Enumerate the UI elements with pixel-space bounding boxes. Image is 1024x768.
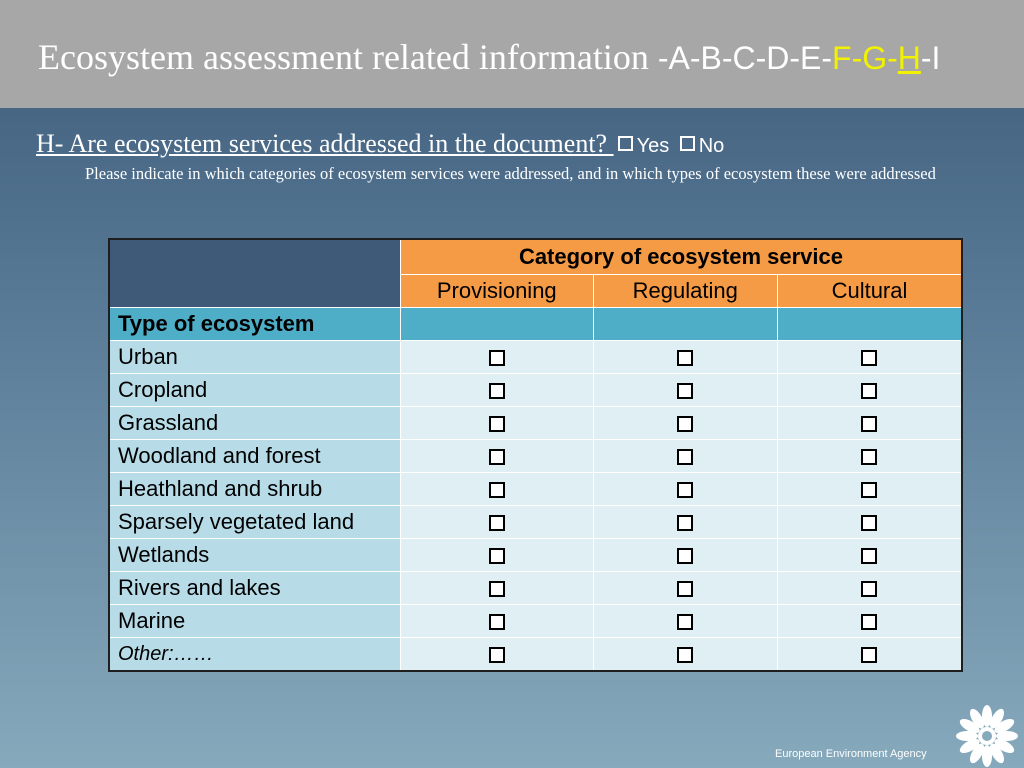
row-label-sparsely-vegetated: Sparsely vegetated land: [109, 506, 400, 539]
checkbox-icon[interactable]: [861, 449, 877, 465]
checkbox-icon[interactable]: [861, 383, 877, 399]
question-text: H- Are ecosystem services addressed in the document?: [36, 129, 614, 158]
table-row: [109, 605, 962, 638]
checkbox-icon[interactable]: [489, 515, 505, 531]
row-label-urban: Urban: [109, 341, 400, 374]
row-label-woodland: Woodland and forest: [109, 440, 400, 473]
table-row: [109, 572, 962, 605]
row-label-heathland: Heathland and shrub: [109, 473, 400, 506]
instructions-text: Please indicate in which categories of ecosystem services were addressed, and in which types of ecosystem these were addressed: [85, 164, 936, 183]
row-label-rivers-lakes: Rivers and lakes: [109, 572, 400, 605]
checkbox-icon[interactable]: [677, 383, 693, 399]
checkbox-icon[interactable]: [677, 515, 693, 531]
column-regulating: Regulating: [593, 275, 777, 308]
checkbox-icon[interactable]: [677, 581, 693, 597]
checkbox-icon[interactable]: [677, 647, 693, 663]
checkbox-icon[interactable]: [677, 482, 693, 498]
ecosystem-services-table: [108, 238, 963, 672]
table-row: [109, 473, 962, 506]
page-title: [38, 33, 940, 82]
checkbox-icon[interactable]: [677, 614, 693, 630]
table-corner: [109, 239, 400, 308]
checkbox-icon[interactable]: [861, 581, 877, 597]
row-label-marine: Marine: [109, 605, 400, 638]
question-line: [36, 127, 724, 163]
column-provisioning: Provisioning: [400, 275, 593, 308]
eea-sun-logo-icon: [951, 704, 1019, 768]
table-row: [109, 440, 962, 473]
row-label-wetlands: Wetlands: [109, 539, 400, 572]
column-cultural: Cultural: [777, 275, 962, 308]
checkbox-icon[interactable]: [489, 482, 505, 498]
no-label: No: [698, 135, 725, 157]
checkbox-icon[interactable]: [861, 482, 877, 498]
checkbox-icon[interactable]: [861, 548, 877, 564]
checkbox-icon[interactable]: [489, 350, 505, 366]
checkbox-icon[interactable]: [677, 548, 693, 564]
category-header: Category of ecosystem service: [400, 239, 962, 275]
table-row: [109, 638, 962, 672]
type-of-ecosystem-header: Type of ecosystem: [109, 308, 400, 341]
checkbox-icon[interactable]: [677, 449, 693, 465]
yes-label: Yes: [636, 135, 670, 157]
checkbox-icon[interactable]: [677, 350, 693, 366]
current-section: H: [897, 40, 921, 76]
checkbox-icon[interactable]: [861, 515, 877, 531]
row-label-cropland: Cropland: [109, 374, 400, 407]
checkbox-icon[interactable]: [861, 647, 877, 663]
section-sequence: -A-B-C-D-E-F-G-H-I: [657, 40, 941, 76]
no-checkbox-icon[interactable]: [680, 136, 695, 151]
checkbox-icon[interactable]: [489, 647, 505, 663]
row-label-other: Other:……: [109, 638, 400, 672]
yes-checkbox-icon[interactable]: [618, 136, 633, 151]
table-row: [109, 374, 962, 407]
checkbox-icon[interactable]: [489, 581, 505, 597]
checkbox-icon[interactable]: [489, 449, 505, 465]
checkbox-icon[interactable]: [861, 614, 877, 630]
checkbox-icon[interactable]: [489, 383, 505, 399]
table-row: [109, 539, 962, 572]
checkbox-icon[interactable]: [861, 350, 877, 366]
footer-agency-name: European Environment Agency: [775, 748, 927, 760]
checkbox-icon[interactable]: [677, 416, 693, 432]
checkbox-icon[interactable]: [489, 548, 505, 564]
checkbox-icon[interactable]: [489, 614, 505, 630]
row-label-grassland: Grassland: [109, 407, 400, 440]
table-row: [109, 506, 962, 539]
title-main: Ecosystem assessment related information: [38, 37, 649, 77]
table-row: [109, 407, 962, 440]
checkbox-icon[interactable]: [861, 416, 877, 432]
table-row: [109, 341, 962, 374]
checkbox-icon[interactable]: [489, 416, 505, 432]
